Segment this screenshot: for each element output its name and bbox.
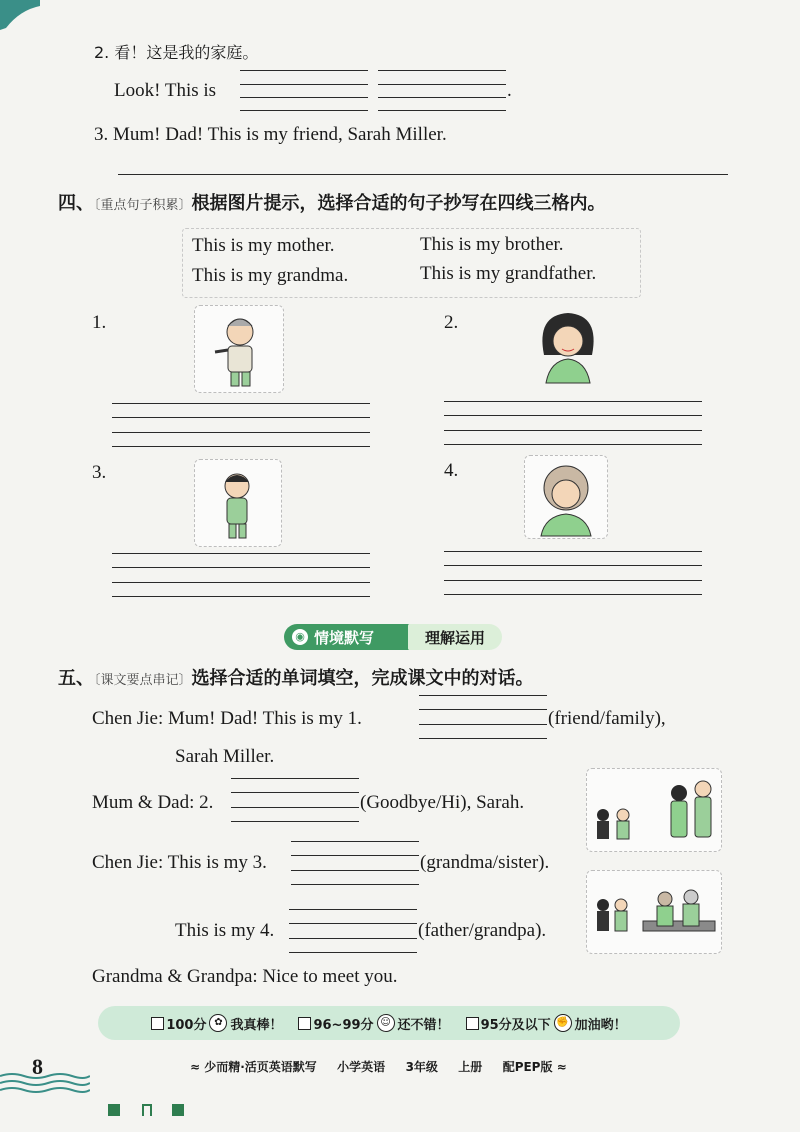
grandma-illustration bbox=[525, 456, 607, 538]
score-opt1-comment: 我真棒！ bbox=[230, 1017, 283, 1033]
footer-edition: 配PEP版 bbox=[502, 1060, 553, 1074]
part4-number: 四、 bbox=[58, 193, 94, 214]
part5-tag: 〔课文要点串记〕 bbox=[94, 673, 192, 688]
score-checkbox-2[interactable] bbox=[298, 1017, 311, 1030]
part5-line5: Grandma & Grandpa: Nice to meet you. bbox=[92, 966, 398, 987]
part5-line2-choice: (Goodbye/Hi), Sarah. bbox=[360, 792, 525, 813]
part5-line1-choice: (friend/family), bbox=[548, 708, 666, 729]
part3-item2-prompt: 2. 看！这是我的家庭。 bbox=[94, 43, 259, 62]
part5-instruction: 选择合适的单词填空，完成课文中的对话。 bbox=[191, 668, 534, 689]
part3-item3-answer-line[interactable] bbox=[118, 174, 728, 175]
corner-decoration bbox=[0, 0, 44, 30]
score-opt2-comment: 还不错！ bbox=[397, 1017, 450, 1033]
scene-grandparents-picture bbox=[586, 870, 722, 954]
binding-mark-3 bbox=[172, 1104, 184, 1116]
smile-face-icon: ☺ bbox=[377, 1014, 395, 1032]
part4-tag: 〔重点句子积累〕 bbox=[94, 198, 192, 213]
boy-illustration bbox=[195, 460, 281, 546]
grandfather-illustration bbox=[195, 306, 283, 392]
part5-line4-start: This is my 4. bbox=[175, 920, 275, 941]
grandma-picture bbox=[524, 455, 608, 539]
score-opt3: 95分及以下 bbox=[480, 1017, 551, 1033]
part4-instruction: 根据图片提示，选择合适的句子抄写在四线三格内。 bbox=[191, 193, 606, 214]
scene-grandparents-illustration bbox=[587, 871, 721, 953]
part4-item4-number: 4. bbox=[444, 460, 459, 481]
part4-heading bbox=[58, 189, 606, 215]
part3-item2-text: Look! This is bbox=[114, 80, 217, 101]
score-checkbox-3[interactable] bbox=[466, 1017, 479, 1030]
grandfather-picture bbox=[194, 305, 284, 393]
score-opt3-comment: 加油哟！ bbox=[574, 1017, 627, 1033]
score-opt1: 100分 bbox=[166, 1017, 207, 1033]
part3-item3-prompt: 3. Mum! Dad! This is my friend, Sarah Miller. bbox=[94, 124, 447, 145]
part5-line3-choice: (grandma/sister). bbox=[420, 852, 550, 873]
binding-mark-1 bbox=[108, 1104, 120, 1116]
part4-item3-number: 3. bbox=[92, 462, 107, 483]
wave-decoration bbox=[0, 1072, 90, 1094]
part4-item1-number: 1. bbox=[92, 312, 107, 333]
part5-number: 五、 bbox=[58, 668, 94, 689]
score-checkbox-1[interactable] bbox=[151, 1017, 164, 1030]
part5-line1-start: Chen Jie: Mum! Dad! This is my 1. bbox=[92, 708, 362, 729]
section-banner-left bbox=[284, 624, 410, 650]
binding-mark-2 bbox=[142, 1104, 152, 1116]
part3-item2-period: . bbox=[507, 80, 512, 101]
footer-grade: 3年级 bbox=[405, 1060, 438, 1074]
cheer-face-icon: ✊ bbox=[554, 1014, 572, 1032]
page-number: 8 bbox=[32, 1054, 43, 1079]
boy-picture bbox=[194, 459, 282, 547]
section-banner-right: 理解运用 bbox=[408, 624, 502, 650]
mother-illustration bbox=[530, 305, 606, 385]
part4-option-2: This is my brother. bbox=[420, 234, 564, 255]
thumbs-face-icon: ✿ bbox=[209, 1014, 227, 1032]
footer-wave-left-icon: ≈ bbox=[190, 1060, 205, 1074]
banner-left-label: 情境默写 bbox=[314, 628, 375, 647]
part5-heading bbox=[58, 664, 534, 690]
part5-line1-cont: Sarah Miller. bbox=[175, 746, 275, 767]
self-evaluation-bar bbox=[98, 1006, 680, 1040]
part4-item2-number: 2. bbox=[444, 312, 459, 333]
part5-line4-choice: (father/grandpa). bbox=[418, 920, 547, 941]
part5-line2-start: Mum & Dad: 2. bbox=[92, 792, 214, 813]
score-opt2: 96~99分 bbox=[313, 1017, 374, 1033]
part5-line3-start: Chen Jie: This is my 3. bbox=[92, 852, 267, 873]
footer-level: 小学英语 bbox=[337, 1060, 386, 1074]
footer-series-info bbox=[190, 1058, 567, 1075]
banner-icon: ◉ bbox=[292, 629, 308, 645]
scene-greeting-illustration bbox=[587, 769, 721, 851]
footer-wave-right-icon: ≈ bbox=[556, 1060, 567, 1074]
part4-option-3: This is my grandma. bbox=[192, 265, 349, 286]
footer-volume: 上册 bbox=[458, 1060, 483, 1074]
scene-greeting-picture bbox=[586, 768, 722, 852]
mother-picture bbox=[530, 305, 606, 385]
part4-option-1: This is my mother. bbox=[192, 235, 335, 256]
footer-series: 少而精·活页英语默写 bbox=[204, 1060, 317, 1074]
part4-option-4: This is my grandfather. bbox=[420, 263, 597, 284]
